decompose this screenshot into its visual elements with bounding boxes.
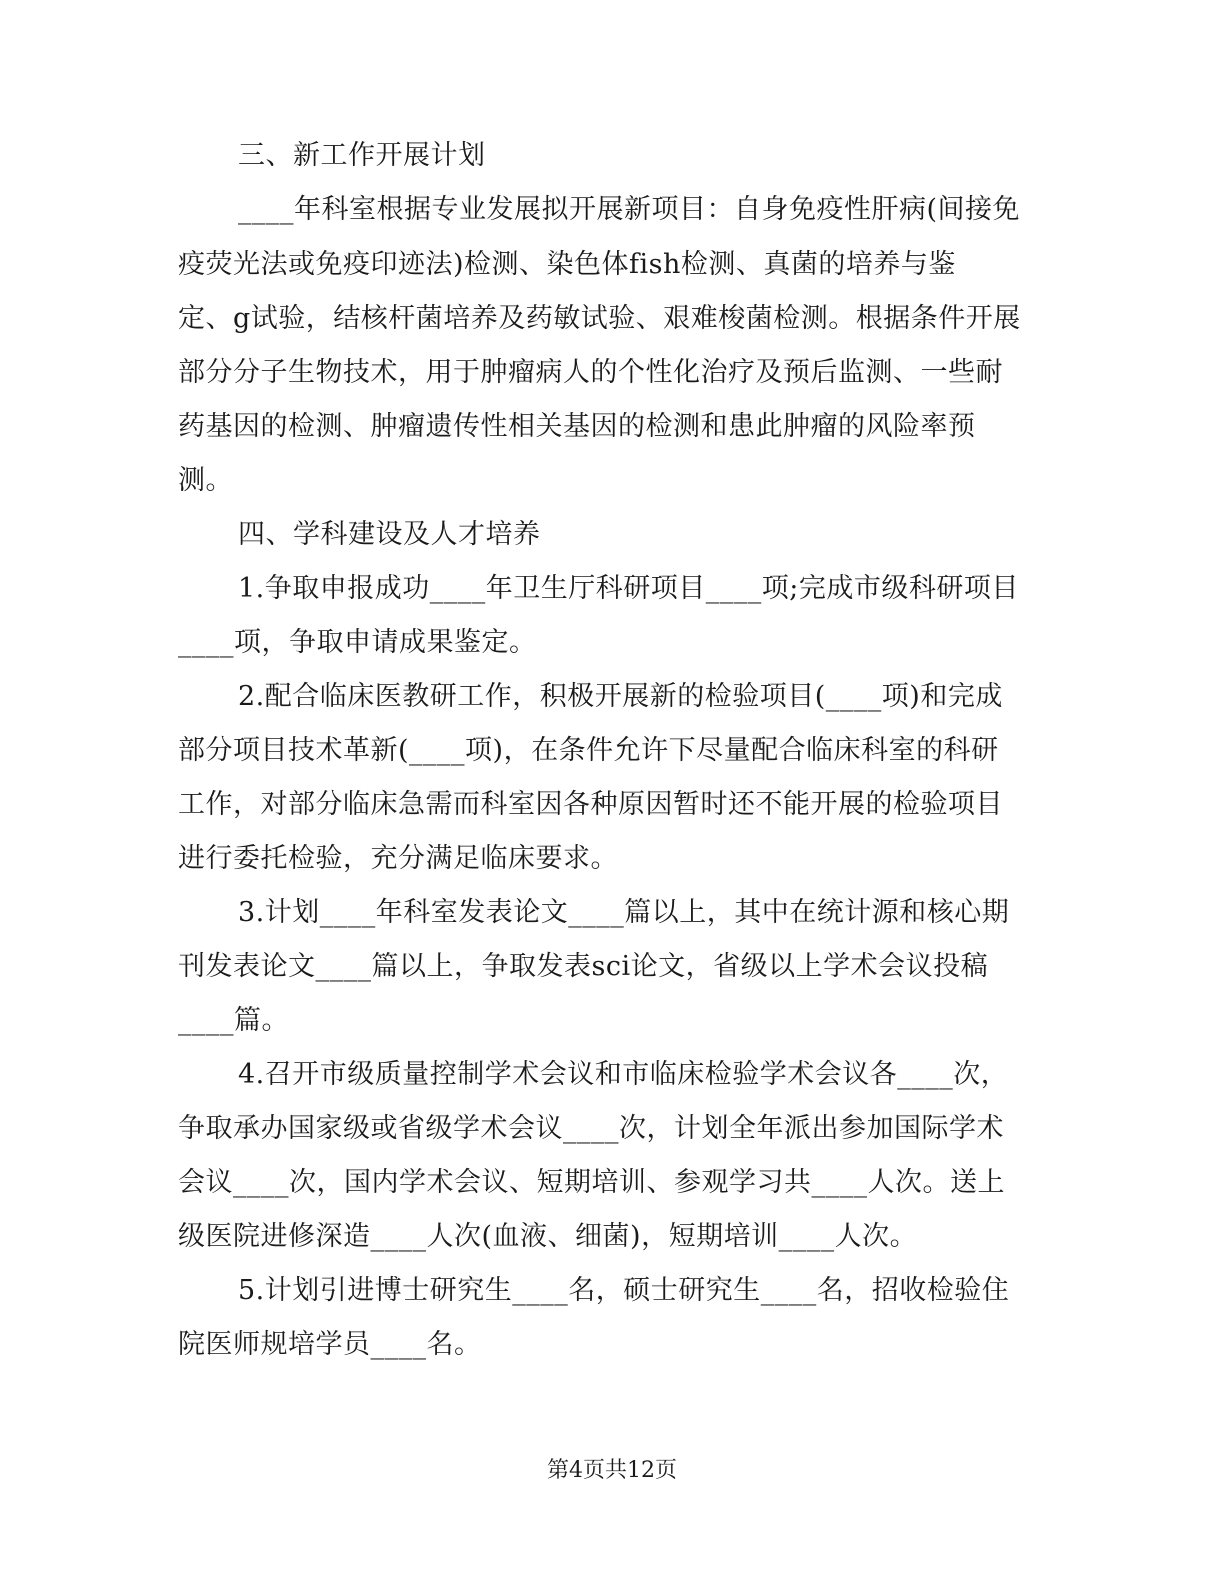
paragraph-line: 部分分子生物技术，用于肿瘤病人的个性化治疗及预后监测、一些耐 [178,357,1003,388]
paragraph-line: 刊发表论文____篇以上，争取发表sci论文，省级以上学术会议投稿 [178,951,989,982]
paragraph-line: 疫荧光法或免疫印迹法)检测、染色体fish检测、真菌的培养与鉴 [178,249,956,280]
paragraph-line: 1.争取申报成功____年卫生厅科研项目____项;完成市级科研项目 [238,573,1019,604]
page-number-footer: 第4页共12页 [547,1458,677,1483]
section-heading-4: 四、学科建设及人才培养 [238,519,541,550]
paragraph-line: 定、g试验，结核杆菌培养及药敏试验、艰难梭菌检测。根据条件开展 [178,303,1021,334]
paragraph-line: 院医师规培学员____名。 [178,1329,482,1360]
paragraph-line: ____篇。 [178,1005,289,1036]
paragraph-line: 级医院进修深造____人次(血液、细菌)，短期培训____人次。 [178,1221,918,1252]
paragraph-line: 2.配合临床医教研工作，积极开展新的检验项目(____项)和完成 [238,681,1003,712]
paragraph-line: 争取承办国家级或省级学术会议____次，计划全年派出参加国际学术 [178,1113,1004,1144]
paragraph-line: 3.计划____年科室发表论文____篇以上，其中在统计源和核心期 [238,897,1010,928]
paragraph-line: 测。 [178,465,233,496]
paragraph-line: 进行委托检验，充分满足临床要求。 [178,843,618,874]
paragraph-line: 工作，对部分临床急需而科室因各种原因暂时还不能开展的检验项目 [178,789,1003,820]
section-heading-3: 三、新工作开展计划 [238,140,486,171]
paragraph-line: 药基因的检测、肿瘤遗传性相关基因的检测和患此肿瘤的风险率预 [178,411,976,442]
paragraph-line: ____项，争取申请成果鉴定。 [178,627,537,658]
paragraph-line: 会议____次，国内学术会议、短期培训、参观学习共____人次。送上 [178,1167,1005,1198]
paragraph-line: 4.召开市级质量控制学术会议和市临床检验学术会议各____次， [238,1059,1009,1090]
paragraph-line: 部分项目技术革新(____项)，在条件允许下尽量配合临床科室的科研 [178,735,999,766]
paragraph-line: ____年科室根据专业发展拟开展新项目：自身免疫性肝病(间接免 [238,194,1021,225]
paragraph-line: 5.计划引进博士研究生____名，硕士研究生____名，招收检验住 [238,1275,1010,1306]
